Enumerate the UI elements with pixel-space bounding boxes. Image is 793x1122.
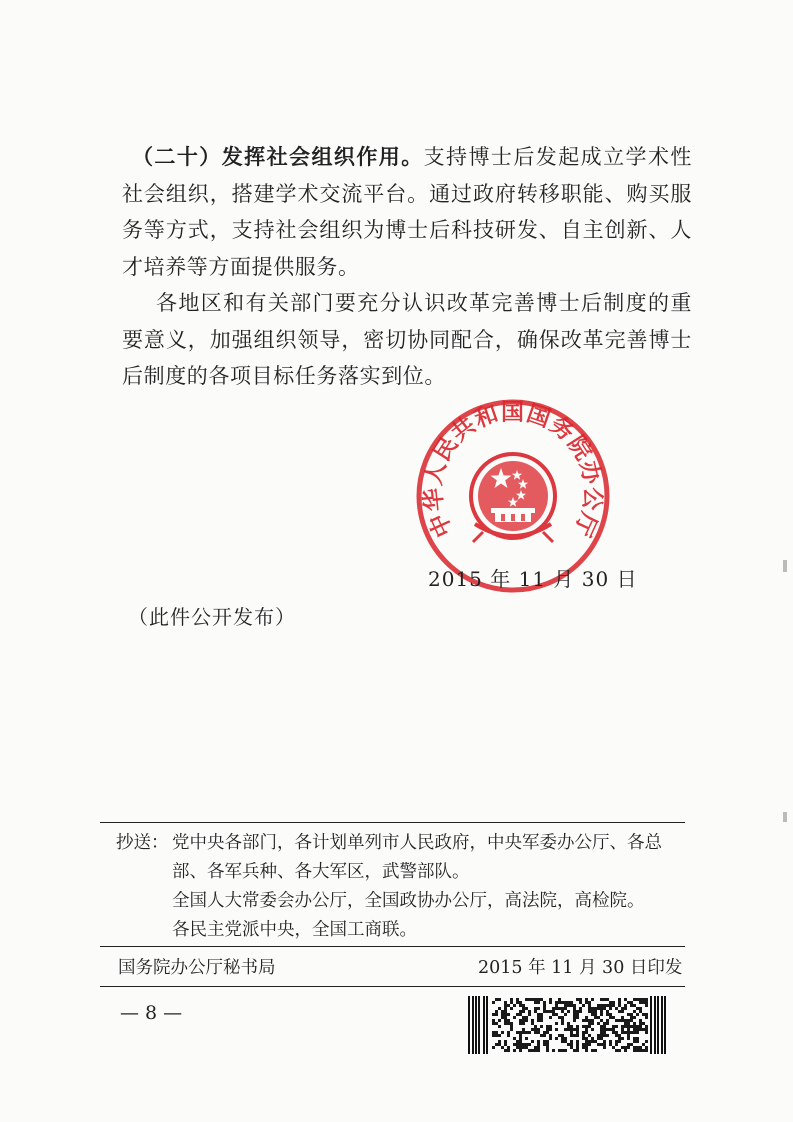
divider-top <box>100 822 685 823</box>
item-20-heading: （二十）发挥社会组织作用。 <box>132 145 424 169</box>
cc-label: 抄送： <box>116 833 169 853</box>
cc-line: 全国人大常委会办公厅，全国政协办公厅，高法院，高检院。 <box>172 891 645 911</box>
cc-line: 部、各军兵种、各大军区，武警部队。 <box>172 862 470 882</box>
seal-text: 中华人民共和国国务院办公厅 <box>420 399 606 541</box>
signature-date: 2015 年 11 月 30 日 <box>428 567 638 591</box>
paragraph-item-20 <box>122 139 692 285</box>
barcode-icon <box>468 996 668 1054</box>
closing-paragraph: 各地区和有关部门要充分认识改革完善博士后制度的重要意义，加强组织领导，密切协同配合，确保改革完善博士后制度的各项目标任务落实到位。 <box>122 291 692 388</box>
divider-middle <box>100 946 685 947</box>
national-emblem <box>471 454 555 542</box>
scan-edge-mark <box>783 812 787 822</box>
divider-bottom <box>100 986 685 987</box>
cc-line: 各民主党派中央，全国工商联。 <box>172 920 417 940</box>
page-number: — 8 — <box>120 1002 183 1024</box>
publication-note: （此件公开发布） <box>128 605 296 629</box>
issuer-name: 国务院办公厅秘书局 <box>118 958 276 978</box>
issue-date: 2015 年 11 月 30 日印发 <box>478 958 683 978</box>
item-20-text: 支持博士后发起成立学术性社会组织，搭建学术交流平台。通过政府转移职能、购买服务等方式，支持社会组织为博士后科技研发、自主创新、人才培养等方面提供服务。 <box>122 145 692 279</box>
scan-edge-mark <box>783 560 787 572</box>
cc-line: 党中央各部门，各计划单列市人民政府，中央军委办公厅、各总 <box>172 833 662 853</box>
